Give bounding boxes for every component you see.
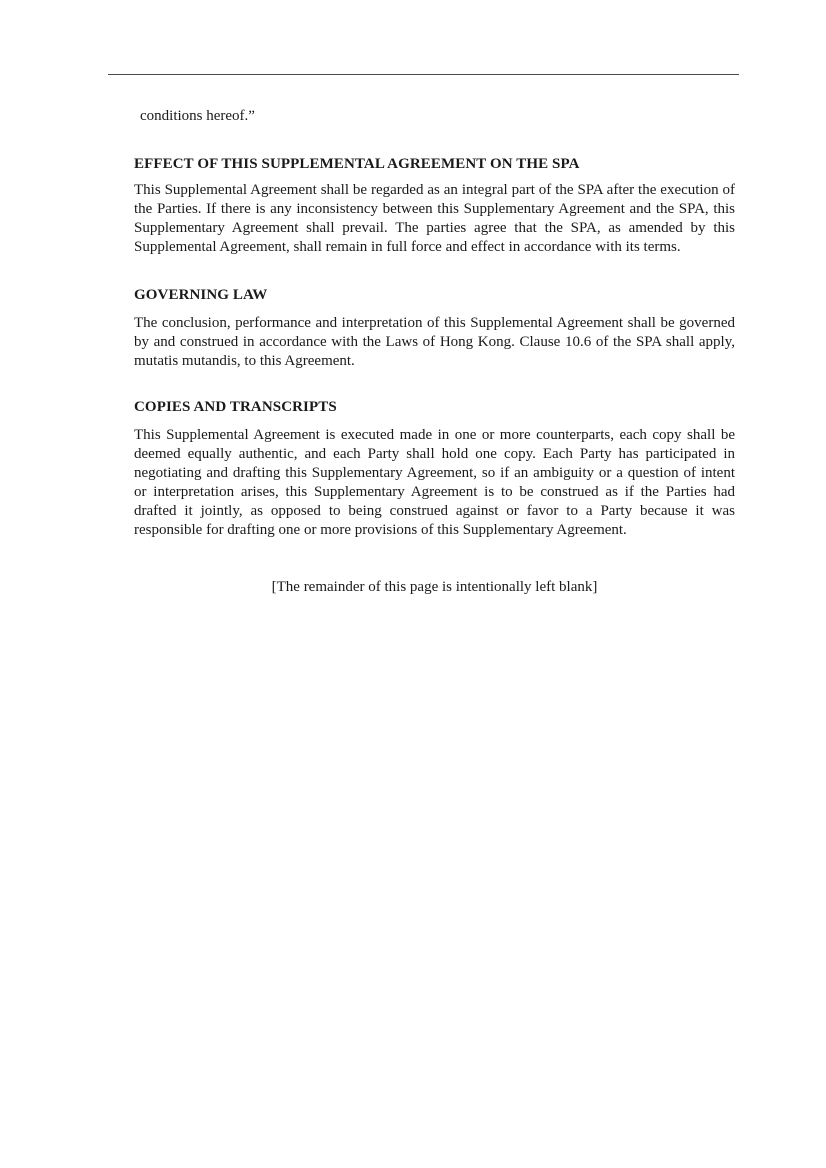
blank-page-note: [The remainder of this page is intentionally left blank] bbox=[271, 579, 598, 595]
header-rule bbox=[108, 74, 739, 75]
section-effect-of-agreement bbox=[134, 155, 735, 257]
section-body: This Supplemental Agreement shall be regarded as an integral part of the SPA after the execution of the Parties. If there is any inconsistency between this Supplementary Agreement and the SPA, this Supplementary Agreement shall prevail. The parties agree that the SPA, as amended by this Supplemental Agreement, shall remain in full force and effect in accordance with its terms. bbox=[134, 182, 735, 255]
section-body: The conclusion, performance and interpretation of this Supplemental Agreement shall be governed by and construed in accordance with the Laws of Hong Kong. Clause 10.6 of the SPA shall apply, mutatis mutandis, to this Agreement. bbox=[134, 315, 735, 369]
section-governing-law bbox=[134, 286, 735, 371]
section-copies-and-transcripts bbox=[134, 398, 735, 540]
section-heading: COPIES AND TRANSCRIPTS bbox=[134, 399, 337, 415]
section-heading: GOVERNING LAW bbox=[134, 287, 268, 303]
continuation-text: conditions hereof.” bbox=[140, 108, 255, 124]
section-body: This Supplemental Agreement is executed made in one or more counterparts, each copy shall be deemed equally authentic, and each Party shall hold one copy. Each Party has participated in negotiating and drafting this Supplementary Agreement, so if an ambiguity or a question of intent or interpretation arises, this Supplementary Agreement is to be construed as if the Parties had drafted it jointly, as opposed to being construed against or favor to a Party because it was responsible for drafting one or more provisions of this Supplementary Agreement. bbox=[134, 427, 735, 538]
section-heading: EFFECT OF THIS SUPPLEMENTAL AGREEMENT ON THE SPA bbox=[134, 156, 580, 172]
